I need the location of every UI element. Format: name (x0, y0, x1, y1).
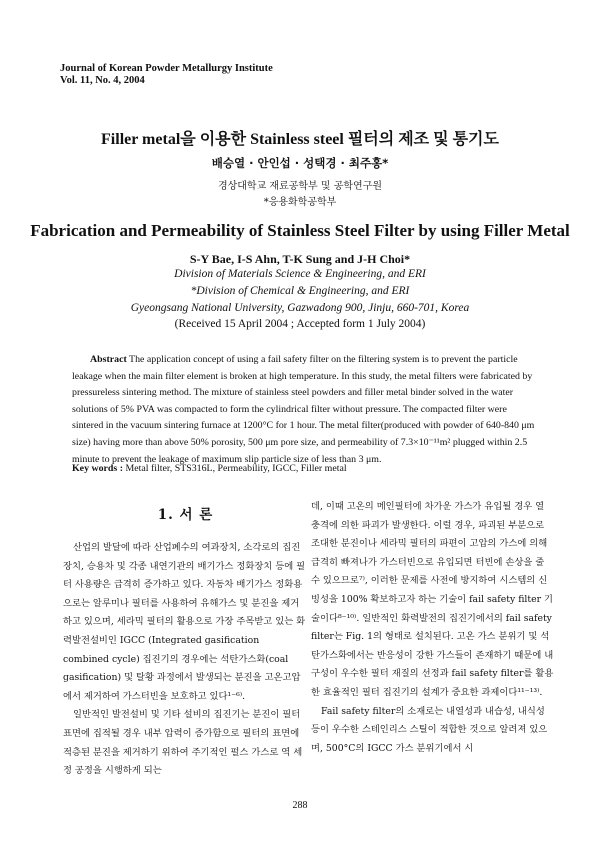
english-title: Fabrication and Permeability of Stainless Steel Filter by using Filler Metal (30, 221, 570, 240)
right-column (311, 498, 556, 758)
body-paragraph: Fail safety filter의 소재로는 내열성과 내습성, 내식성 등이 우수한 스테인리스 스틸이 적합한 것으로 알려져 있으며, 500°C의 IGCC 가스 분위기에서 시 (311, 705, 548, 754)
journal-name: Journal of Korean Powder Metallurgy Institute (60, 63, 273, 74)
english-affiliation-2: *Division of Chemical & Engineering, and ERI (190, 285, 410, 297)
body-paragraph: 일반적인 발전설비 및 기타 설비의 집진기는 분진이 필터 표면에 집적될 경우 내부 압력이 증가함으로 필터의 표면에 적층된 분진을 제거하기 위하여 주기적인 펄스 가스로 역 세정 공정을 시행하게 되는 (63, 709, 303, 777)
keywords (72, 463, 537, 474)
keywords-label: Key words : (72, 463, 124, 474)
section-heading: 1. 서 론 (157, 507, 214, 523)
abstract-text: The application concept of using a fail safety filter on the filtering system is to prevent the particle leakage when the main filter element is broken at high temperature. In this study, the metal filters were fabricated by pressureless sintering method. The mixture of stainless steel powders and filler metal binder solved in the water solutions of 5% PVA was compacted to form the cylindrical filter without pressure. The compacted filter were sintered in the vacuum sintering furnace at 1200°C for 1 hour. The metal filter(produced with powder of 640-840 μm size) having more than above 50% porosity, 500 μm pore size, and permeability of 7.3×10⁻¹¹m² plugged within 2.5 minute to prevent the leakage of maximum slip particle size of less than 3 μm. (72, 354, 535, 465)
english-authors: S-Y Bae, I-S Ahn, T-K Sung and J-H Choi* (189, 252, 411, 266)
body-paragraph: 데, 이때 고온의 메인필터에 차가운 가스가 유입될 경우 열 충격에 의한 파괴가 발생한다. 이럴 경우, 파괴된 부분으로 조대한 분진이나 세라믹 필터의 파편이 고압의 가스에 의해 급격히 빠져나가 가스터빈으로 유입되면 터빈에 손상을 줄 수 있으므로⁷⁾, 이러한 문제를 사전에 방지하여 시스템의 신빙성을 100% 확보하고자 하는 기술이 fail safety filter 기술이다⁸⁻¹⁰⁾. 일반적인 화력발전의 집진기에서의 fail safety filter는 Fig. 1의 형태로 설치된다. 고온 가스 분위기 및 석탄가스화에서는 반응성이 강한 가스들이 존재하기 때문에 내구성이 우수한 필터 재질의 선정과 fail safety filter를 활용한 효율적인 필터 집진기의 설계가 중요한 과제이다¹¹⁻¹³⁾. (311, 501, 554, 698)
korean-affiliation-1: 경상대학교 재료공학부 및 공학연구원 (217, 181, 383, 192)
abstract-label: Abstract (90, 354, 127, 365)
page-number: 288 (292, 800, 308, 811)
korean-authors: 배승열 · 안인섭 · 성택경 · 최주홍* (211, 156, 389, 170)
abstract (72, 352, 537, 468)
body-paragraph: 산업의 발달에 따라 산업폐수의 여과장치, 소각로의 집진장치, 승용차 및 각종 내연기관의 배기가스 정화장치 등에 필터 사용량은 급격히 증가하고 있다. 자동차 배기가스 정화용으로는 알루미나 필터를 사용하여 유해가스 및 분진을 제거하고 있으며, 세라믹 필터의 활용으로 가장 주목받고 있는 화력발전설비인 IGCC (Integrated gasification combined cycle) 집진기의 경우에는 석탄가스화(coal gasification) 및 탈황 과정에서 발생되는 분진을 고온고압에서 제거하여 가스터빈을 보호하고 있다¹⁻⁶⁾. (63, 542, 306, 702)
korean-title: Filler metal을 이용한 Stainless steel 필터의 제조 및 통기도 (101, 131, 499, 148)
keywords-text: Metal filter, STS316L, Permeability, IGCC, Filler metal (125, 463, 347, 474)
journal-volume: Vol. 11, No. 4, 2004 (60, 75, 145, 86)
left-column (63, 505, 308, 781)
english-affiliation-1: Division of Materials Science & Engineering, and ERI (174, 268, 426, 280)
english-affiliation-3: Gyeongsang National University, Gazwadong 900, Jinju, 660-701, Korea (130, 302, 470, 314)
received-date: (Received 15 April 2004 ; Accepted form 1 July 2004) (174, 318, 426, 330)
korean-affiliation-2: *응용화학공학부 (263, 197, 337, 208)
journal-header (60, 63, 273, 87)
